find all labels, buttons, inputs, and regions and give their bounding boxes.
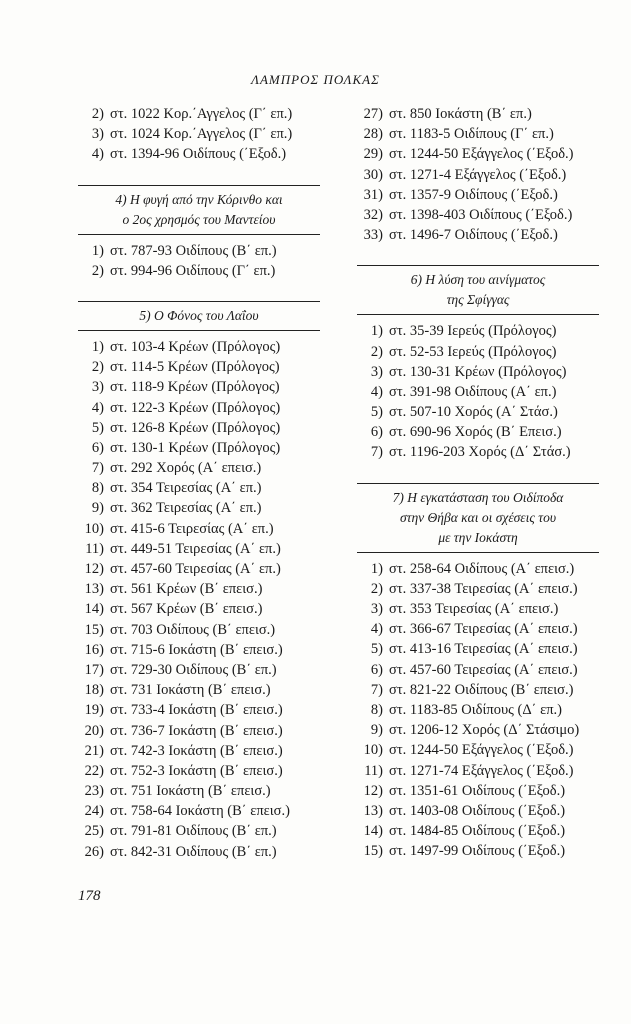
item-number: 12) — [363, 782, 383, 799]
item-text: στ. 703 Οιδίπους (Β΄ επεισ.) — [110, 621, 276, 638]
item-number: 13) — [363, 802, 383, 819]
list-item — [357, 104, 599, 124]
list-item — [357, 619, 599, 639]
list-item — [357, 761, 599, 781]
item-text: στ. 292 Χορός (Α΄ επεισ.) — [110, 460, 262, 477]
item-text: στ. 791-81 Οιδίπους (Β΄ επ.) — [110, 823, 277, 840]
item-number: 7) — [91, 460, 104, 477]
item-number: 23) — [84, 783, 104, 800]
list-item — [357, 660, 599, 680]
item-text: στ. 567 Κρέων (Β΄ επεισ.) — [110, 601, 263, 618]
item-number: 26) — [84, 843, 104, 860]
item-number: 4) — [370, 383, 383, 400]
item-number: 20) — [84, 722, 104, 739]
right-column — [357, 104, 599, 861]
item-number: 13) — [84, 581, 104, 598]
item-number: 8) — [370, 701, 383, 718]
section-title-line: με την Ιοκάστη — [438, 529, 518, 545]
list-item — [78, 781, 320, 801]
item-number: 12) — [84, 561, 104, 577]
item-number: 2) — [91, 106, 104, 122]
entry-list — [78, 337, 320, 862]
section-title-line: 4) Η φυγή από την Κόρινθο και — [115, 191, 283, 207]
item-number: 24) — [84, 803, 104, 820]
item-text: στ. 787-93 Οιδίπους (Β΄ επ.) — [110, 242, 277, 259]
list-item — [78, 104, 320, 124]
section-title-line: 7) Η εγκατάσταση του Οιδίποδα — [392, 489, 564, 505]
item-number: 4) — [91, 146, 104, 163]
item-text: στ. 130-31 Κρέων (Πρόλογος) — [389, 363, 567, 380]
item-number: 1) — [91, 338, 104, 355]
list-item — [357, 841, 599, 861]
left-column — [78, 104, 320, 862]
list-item — [78, 519, 320, 539]
list-item — [78, 478, 320, 498]
section-7 — [357, 483, 599, 862]
list-item — [357, 422, 599, 442]
item-number: 7) — [370, 444, 383, 461]
item-number: 3) — [91, 126, 104, 143]
list-item — [357, 680, 599, 700]
entry-list — [357, 559, 599, 862]
item-number: 7) — [370, 681, 383, 698]
item-number: 10) — [363, 742, 383, 759]
item-text: στ. 354 Τειρεσίας (Α΄ επ.) — [110, 480, 262, 497]
list-item — [78, 821, 320, 841]
item-text: στ. 1183-85 Οιδίπους (Δ΄ επ.) — [389, 701, 563, 718]
list-item — [78, 700, 320, 720]
item-number: 19) — [84, 702, 104, 719]
item-text: στ. 118-9 Κρέων (Πρόλογος) — [110, 379, 280, 396]
item-number: 2) — [91, 359, 104, 376]
item-number: 21) — [84, 742, 104, 759]
item-number: 11) — [85, 540, 104, 557]
item-text: στ. 729-30 Οιδίπους (Β΄ επ.) — [110, 661, 277, 678]
section-5 — [78, 301, 320, 862]
item-text: στ. 366-67 Τειρεσίας (Α΄ επεισ.) — [389, 621, 578, 638]
item-number: 2) — [91, 262, 104, 279]
item-text: στ. 1244-50 Εξάγγελος (΄Εξοδ.) — [389, 742, 574, 759]
item-text: στ. 715-6 Ιοκάστη (Β΄ επεισ.) — [110, 641, 283, 658]
item-text: στ. 507-10 Χορός (Α΄ Στάσ.) — [389, 404, 558, 421]
item-text: στ. 842-31 Οιδίπους (Β΄ επ.) — [110, 843, 277, 860]
list-item — [357, 144, 599, 164]
list-item — [78, 801, 320, 821]
item-number: 8) — [91, 480, 104, 497]
item-number: 1) — [370, 323, 383, 340]
list-item — [78, 458, 320, 478]
item-text: στ. 1271-4 Εξάγγελος (΄Εξοδ.) — [389, 166, 567, 183]
item-text: στ. 758-64 Ιοκάστη (Β΄ επεισ.) — [110, 803, 290, 820]
entry-list — [357, 104, 599, 245]
item-number: 3) — [91, 379, 104, 396]
item-text: στ. 1183-5 Οιδίπους (Γ΄ επ.) — [389, 126, 554, 143]
list-item — [78, 741, 320, 761]
section-title — [78, 301, 320, 331]
item-number: 32) — [363, 206, 383, 223]
item-number: 3) — [370, 363, 383, 380]
item-text: στ. 457-60 Τειρεσίας (Α΄ επ.) — [110, 561, 281, 577]
list-item — [357, 781, 599, 801]
item-number: 30) — [363, 166, 383, 183]
item-text: στ. 1398-403 Οιδίπους (΄Εξοδ.) — [389, 206, 573, 223]
item-text: στ. 413-16 Τειρεσίας (Α΄ επεισ.) — [389, 641, 578, 658]
item-number: 15) — [84, 621, 104, 638]
section-6 — [357, 265, 599, 462]
item-text: στ. 733-4 Ιοκάστη (Β΄ επεισ.) — [110, 702, 283, 719]
list-item — [78, 418, 320, 438]
item-text: στ. 130-1 Κρέων (Πρόλογος) — [110, 439, 281, 456]
item-text: στ. 821-22 Οιδίπους (Β΄ επεισ.) — [389, 681, 574, 698]
item-text: στ. 337-38 Τειρεσίας (Α΄ επεισ.) — [389, 580, 578, 597]
list-item — [78, 620, 320, 640]
item-text: στ. 1496-7 Οιδίπους (΄Εξοδ.) — [389, 227, 558, 244]
item-number: 25) — [84, 823, 104, 840]
list-item — [357, 559, 599, 579]
list-item — [357, 720, 599, 740]
item-number: 4) — [370, 621, 383, 638]
entry-list — [78, 104, 320, 165]
list-item — [78, 357, 320, 377]
list-item — [357, 124, 599, 144]
list-item — [357, 442, 599, 462]
section-title-line: 6) Η λύση του αινίγματος — [410, 272, 546, 288]
item-text: στ. 415-6 Τειρεσίας (Α΄ επ.) — [110, 520, 274, 537]
item-number: 6) — [91, 439, 104, 456]
item-number: 29) — [363, 146, 383, 163]
item-number: 11) — [364, 762, 383, 779]
entry-list — [357, 321, 599, 462]
item-text: στ. 35-39 Ιερεύς (Πρόλογος) — [389, 323, 557, 340]
item-number: 10) — [84, 520, 104, 537]
item-text: στ. 850 Ιοκάστη (Β΄ επ.) — [389, 106, 532, 122]
list-item — [78, 261, 320, 281]
section-title-line: στην Θήβα και οι σχέσεις του — [399, 509, 557, 525]
item-text: στ. 391-98 Οιδίπους (Α΄ επ.) — [389, 383, 557, 400]
section-title — [357, 265, 599, 315]
item-number: 6) — [370, 424, 383, 441]
section-title-line: ο 2ος χρησμός του Μαντείου — [122, 211, 276, 227]
list-item — [78, 559, 320, 579]
item-number: 9) — [370, 722, 383, 739]
item-text: στ. 690-96 Χορός (Β΄ Επεισ.) — [389, 424, 562, 441]
list-item — [357, 639, 599, 659]
list-item — [78, 660, 320, 680]
item-text: στ. 1497-99 Οιδίπους (΄Εξοδ.) — [389, 843, 566, 860]
item-text: στ. 1271-74 Εξάγγελος (΄Εξοδ.) — [389, 762, 574, 779]
item-text: στ. 1403-08 Οιδίπους (΄Εξοδ.) — [389, 802, 566, 819]
item-number: 4) — [91, 399, 104, 416]
section-title-line: της Σφίγγας — [446, 292, 510, 308]
list-item — [78, 398, 320, 418]
list-item — [78, 124, 320, 144]
list-item — [78, 599, 320, 619]
item-text: στ. 561 Κρέων (Β΄ επεισ.) — [110, 581, 263, 598]
item-text: στ. 742-3 Ιοκάστη (Β΄ επεισ.) — [110, 742, 283, 759]
item-text: στ. 1351-61 Οιδίπους (΄Εξοδ.) — [389, 782, 566, 799]
item-number: 3) — [370, 601, 383, 617]
item-number: 5) — [91, 419, 104, 436]
item-number: 9) — [91, 500, 104, 517]
list-item — [78, 377, 320, 397]
item-number: 5) — [370, 404, 383, 421]
item-text: στ. 1244-50 Εξάγγελος (΄Εξοδ.) — [389, 146, 574, 163]
item-text: στ. 126-8 Κρέων (Πρόλογος) — [110, 419, 281, 436]
list-item — [357, 402, 599, 422]
item-number: 6) — [370, 661, 383, 678]
item-text: στ. 103-4 Κρέων (Πρόλογος) — [110, 338, 281, 355]
list-item — [78, 842, 320, 862]
entry-list — [78, 241, 320, 281]
item-text: στ. 362 Τειρεσίας (Α΄ επ.) — [110, 500, 262, 517]
item-number: 28) — [363, 126, 383, 143]
item-number: 27) — [363, 106, 383, 122]
item-number: 22) — [84, 762, 104, 779]
item-text: στ. 353 Τειρεσίας (Α΄ επεισ.) — [389, 601, 559, 617]
item-number: 17) — [84, 661, 104, 678]
list-item — [357, 165, 599, 185]
item-text: στ. 258-64 Οιδίπους (Α΄ επεισ.) — [389, 560, 575, 577]
item-number: 5) — [370, 641, 383, 658]
section-title-line: 5) Ο Φόνος του Λαΐου — [139, 307, 259, 323]
item-text: στ. 1357-9 Οιδίπους (΄Εξοδ.) — [389, 186, 558, 203]
item-text: στ. 1484-85 Οιδίπους (΄Εξοδ.) — [389, 823, 566, 840]
list-item — [78, 337, 320, 357]
item-number: 33) — [363, 227, 383, 244]
item-text: στ. 52-53 Ιερεύς (Πρόλογος) — [389, 343, 557, 360]
item-text: στ. 994-96 Οιδίπους (Γ΄ επ.) — [110, 262, 276, 279]
list-item — [357, 700, 599, 720]
list-item — [357, 225, 599, 245]
item-text: στ. 731 Ιοκάστη (Β΄ επεισ.) — [110, 682, 271, 699]
list-item — [78, 498, 320, 518]
section-4 — [78, 185, 320, 281]
list-item — [357, 342, 599, 362]
item-number: 1) — [91, 242, 104, 259]
item-text: στ. 1206-12 Χορός (Δ΄ Στάσιμο) — [389, 722, 580, 739]
list-item — [78, 680, 320, 700]
list-item — [357, 801, 599, 821]
item-text: στ. 1022 Κορ.΄Αγγελος (Γ΄ επ.) — [110, 106, 293, 122]
item-number: 2) — [370, 343, 383, 360]
list-item — [357, 362, 599, 382]
list-item — [357, 321, 599, 341]
list-item — [357, 740, 599, 760]
item-text: στ. 457-60 Τειρεσίας (Α΄ επεισ.) — [389, 661, 578, 678]
list-item — [78, 640, 320, 660]
item-number: 14) — [84, 601, 104, 618]
list-item — [78, 241, 320, 261]
item-text: στ. 114-5 Κρέων (Πρόλογος) — [110, 359, 280, 376]
section-title — [78, 185, 320, 235]
section-title — [357, 483, 599, 553]
list-item — [78, 721, 320, 741]
item-text: στ. 736-7 Ιοκάστη (Β΄ επεισ.) — [110, 722, 283, 739]
item-text: στ. 751 Ιοκάστη (Β΄ επεισ.) — [110, 783, 271, 800]
list-item — [357, 599, 599, 619]
item-text: στ. 1196-203 Χορός (Δ΄ Στάσ.) — [389, 444, 571, 461]
list-item — [357, 579, 599, 599]
item-text: στ. 1394-96 Οιδίπους (΄Εξοδ.) — [110, 146, 287, 163]
item-text: στ. 752-3 Ιοκάστη (Β΄ επεισ.) — [110, 762, 283, 779]
item-number: 31) — [363, 186, 383, 203]
list-item — [357, 821, 599, 841]
list-item — [357, 205, 599, 225]
item-number: 18) — [84, 682, 104, 699]
running-head: ΛΑΜΠΡΟΣ ΠΟΛΚΑΣ — [251, 72, 380, 87]
item-number: 1) — [370, 560, 383, 577]
list-item — [78, 761, 320, 781]
item-number: 14) — [363, 823, 383, 840]
list-item — [78, 438, 320, 458]
item-number: 16) — [84, 641, 104, 658]
item-number: 15) — [363, 843, 383, 860]
list-item — [78, 144, 320, 164]
list-item — [357, 382, 599, 402]
item-text: στ. 449-51 Τειρεσίας (Α΄ επ.) — [110, 540, 281, 557]
list-item — [357, 185, 599, 205]
page-number: 178 — [78, 888, 101, 904]
item-number: 2) — [370, 580, 383, 597]
list-item — [78, 579, 320, 599]
item-text: στ. 122-3 Κρέων (Πρόλογος) — [110, 399, 281, 416]
item-text: στ. 1024 Κορ.΄Αγγελος (Γ΄ επ.) — [110, 126, 293, 143]
list-item — [78, 539, 320, 559]
